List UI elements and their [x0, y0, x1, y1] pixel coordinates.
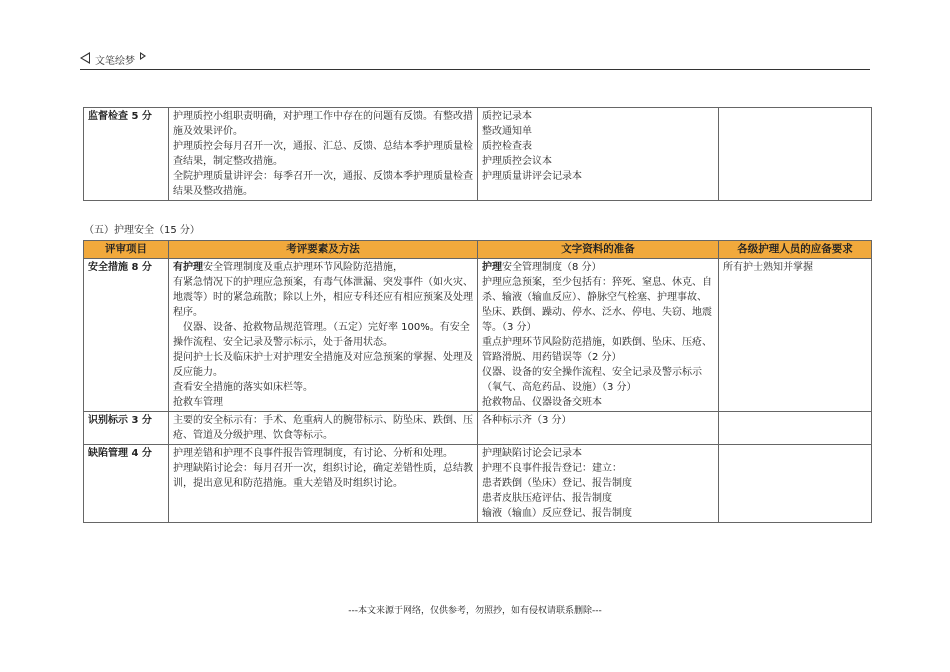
table-row [84, 445, 872, 523]
column-header: 文字资料的准备 [478, 241, 719, 259]
document-text: 抢救物品、仪器设备交班本 [482, 397, 602, 408]
nursing-safety-table [83, 240, 872, 523]
document-text: 护理缺陷讨论会记录本 [482, 448, 582, 459]
page-header [80, 50, 870, 68]
table-row [84, 412, 872, 445]
requirement-text: 提问护士长及临床护士对护理安全措施及对应急预案的掌握、处理及反应能力。 [173, 352, 473, 378]
document-text: 护理不良事件报告登记：建立： [482, 463, 622, 474]
requirements-cell [169, 445, 478, 523]
staff-requirement-cell [719, 108, 872, 201]
requirement-text: 护理质控会每月召开一次，通报、汇总、反馈、总结本季护理质量检查结果，制定整改措施。 [173, 141, 473, 167]
document-text: 输液（输血）反应登记、报告制度 [482, 508, 632, 519]
header-rule [80, 69, 870, 70]
requirements-cell [169, 412, 478, 445]
triangle-right-icon [140, 52, 146, 60]
staff-requirement-cell: 所有护士熟知并掌握 [719, 259, 872, 412]
triangle-left-icon [80, 52, 90, 64]
document-text: 护理质量讲评会记录本 [482, 171, 582, 182]
table-header-row [84, 241, 872, 259]
requirements-cell [169, 259, 478, 412]
document-text: 质控记录本 [482, 111, 532, 122]
review-item: 监督检查 5 分 [84, 108, 169, 201]
document-text: 重点护理环节风险防范措施，如跌倒、坠床、压疮、管路滑脱、用药错误等（2 分） [482, 337, 712, 363]
requirement-text: 查看安全措施的落实如床栏等。 [173, 382, 313, 393]
staff-requirement-cell [719, 412, 872, 445]
table-row [84, 259, 872, 412]
requirement-text: 仪器、设备、抢救物品规范管理。（五定）完好率 100%。有安全操作流程、安全记录及警示标示，处于备用状态。 [173, 322, 470, 348]
column-header: 评审项目 [84, 241, 169, 259]
requirement-text: 护理缺陷讨论会：每月召开一次，组织讨论，确定差错性质，总结教训，提出意见和防范措施。重大差错及时组织讨论。 [173, 463, 473, 489]
document-text: 质控检查表 [482, 141, 532, 152]
documents-cell [478, 259, 719, 412]
brand-name: 文笔绘梦 [95, 56, 135, 67]
documents-cell [478, 445, 719, 523]
document-text: 整改通知单 [482, 126, 532, 137]
document-lead: 安全管理制度（8 分） [502, 262, 602, 273]
document-text: 护理应急预案，至少包括有：猝死、窒息、休克、自杀、输液（输血反应）、静脉空气栓塞、护理事故、坠床、跌倒、躁动、停水、泛水、停电、失窃、地震等。（3 分） [482, 277, 712, 333]
requirements-cell [169, 108, 478, 201]
column-header: 考评要素及方法 [169, 241, 478, 259]
requirement-text [173, 260, 473, 275]
review-item: 缺陷管理 4 分 [84, 445, 169, 523]
section-title: （五）护理安全（15 分） [84, 225, 200, 236]
staff-requirement-cell [719, 445, 872, 523]
table-row [84, 108, 872, 201]
documents-cell [478, 412, 719, 445]
document-text: 护理质控会议本 [482, 156, 552, 167]
bold-prefix: 有护理 [173, 262, 203, 273]
requirement-text: 有紧急情况下的护理应急预案，有毒气体泄漏、突发事件（如火灾、地震等）时的紧急疏散；除以上外，相应专科还应有相应预案及处理程序。 [173, 277, 473, 318]
document-text: 仪器、设备的安全操作流程、安全记录及警示标示（氧气、高危药品、设施）（3 分） [482, 367, 702, 393]
document-text: 患者跌倒（坠床）登记、报告制度 [482, 478, 632, 489]
review-item: 安全措施 8 分 [84, 259, 169, 412]
requirement-text: 护理质控小组职责明确，对护理工作中存在的问题有反馈。有整改措施及效果评价。 [173, 111, 473, 137]
requirement-text: 主要的安全标示有：手术、危重病人的腕带标示、防坠床、跌倒、压疮、管道及分级护理、饮食等标示。 [173, 415, 473, 441]
footer-disclaimer: ---本文来源于网络，仅供参考，勿照抄，如有侵权请联系删除--- [348, 606, 602, 616]
documents-cell [478, 108, 719, 201]
column-header: 各级护理人员的应备要求 [719, 241, 872, 259]
document-text: 各种标示齐（3 分） [482, 415, 572, 426]
review-item: 识别标示 3 分 [84, 412, 169, 445]
document-text: 患者皮肤压疮评估、报告制度 [482, 493, 612, 504]
requirement-text: 全院护理质量讲评会：每季召开一次，通报、反馈本季护理质量检查结果及整改措施。 [173, 171, 473, 197]
requirement-text: 护理差错和护理不良事件报告管理制度，有讨论、分析和处理。 [173, 448, 453, 459]
supervision-table [83, 107, 872, 201]
document-text [482, 260, 714, 275]
requirement-lead: 安全管理制度及重点护理环节风险防范措施， [203, 262, 403, 273]
requirement-text: 抢救车管理 [173, 397, 223, 408]
bold-prefix: 护理 [482, 262, 502, 273]
